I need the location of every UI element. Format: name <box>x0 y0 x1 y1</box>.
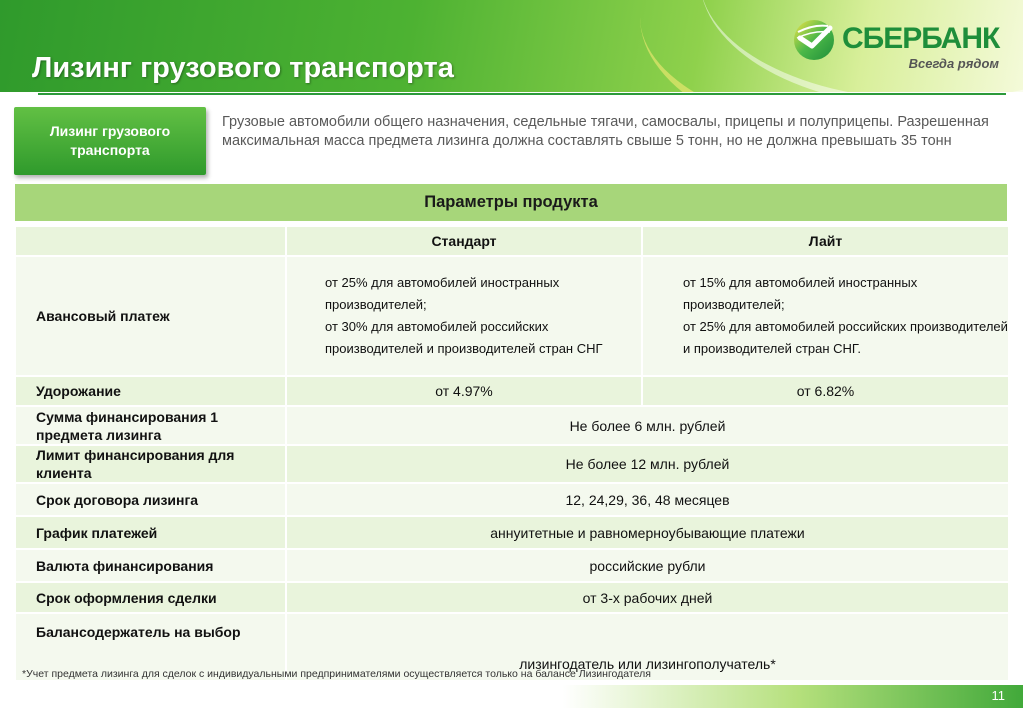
row-label: Срок оформления сделки <box>15 582 286 613</box>
markup-lite: от 6.82% <box>642 376 1009 406</box>
row-value: 12, 24,29, 36, 48 месяцев <box>286 483 1009 516</box>
row-value: Не более 12 млн. рублей <box>286 445 1009 483</box>
row-label: Срок договора лизинга <box>15 483 286 516</box>
row-label: Удорожание <box>15 376 286 406</box>
markup-standard: от 4.97% <box>286 376 642 406</box>
empty-header-cell <box>15 226 286 256</box>
row-value: Не более 6 млн. рублей <box>286 406 1009 445</box>
page-title: Лизинг грузового транспорта <box>32 52 454 84</box>
row-label: Сумма финансирования 1 предмета лизинга <box>15 406 286 445</box>
row-label: Балансодержатель на выбор <box>15 613 286 681</box>
table-row <box>15 376 1009 406</box>
footnote: *Учет предмета лизинга для сделок с индивидуальными предпринимателями осуществляется только на балансе Лизингодателя <box>22 668 651 680</box>
header-divider <box>38 93 1006 95</box>
table-row <box>15 582 1009 613</box>
row-value: российские рубли <box>286 549 1009 582</box>
parameters-heading: Параметры продукта <box>14 183 1008 222</box>
row-label: Валюта финансирования <box>15 549 286 582</box>
logo-wordmark: СБЕРБАНК <box>842 22 1000 55</box>
table-row <box>15 483 1009 516</box>
column-header-standard: Стандарт <box>286 226 642 256</box>
row-label: Авансовый платеж <box>15 256 286 376</box>
table-header-row <box>15 226 1009 256</box>
table-row <box>15 445 1009 483</box>
parameters-table <box>14 225 1010 682</box>
sberbank-emblem-icon <box>792 18 836 62</box>
logo-tagline: Всегда рядом <box>908 56 999 71</box>
product-tag: Лизинг грузового транспорта <box>14 107 206 175</box>
table-row <box>15 549 1009 582</box>
table-row <box>15 256 1009 376</box>
advance-standard: от 25% для автомобилей иностранных производителей; от 30% для автомобилей российских производителей и производителей стран СНГ <box>286 256 642 376</box>
footer-band <box>0 685 1023 708</box>
row-value: аннуитетные и равномерноубывающие платежи <box>286 516 1009 549</box>
sberbank-logo <box>792 18 1007 80</box>
page-number: 11 <box>991 688 1005 703</box>
row-value: лизингодатель или лизингополучатель* <box>286 613 1009 681</box>
advance-lite: от 15% для автомобилей иностранных производителей; от 25% для автомобилей российских производителей и производителей стран СНГ. <box>642 256 1009 376</box>
row-value: от 3-х рабочих дней <box>286 582 1009 613</box>
row-label: Лимит финансирования для клиента <box>15 445 286 483</box>
intro-text: Грузовые автомобили общего назначения, седельные тягачи, самосвалы, прицепы и полуприцепы. Разрешенная максимальная масса предмета лизинга должна составлять свыше 5 тонн, но не должна превышать 35 тонн <box>222 114 989 149</box>
table-row <box>15 516 1009 549</box>
row-label: График платежей <box>15 516 286 549</box>
table-row <box>15 406 1009 445</box>
column-header-lite: Лайт <box>642 226 1009 256</box>
